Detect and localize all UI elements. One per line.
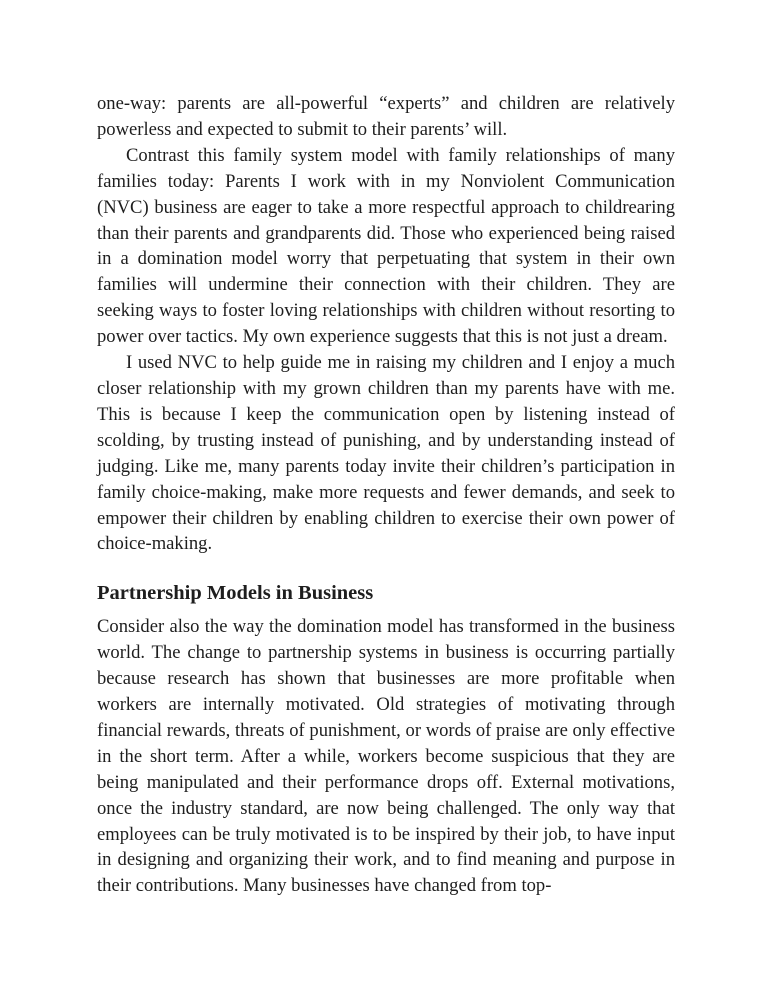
paragraph-continued: one-way: parents are all-powerful “experts” and children are relatively powerless and expected to submit to their parents’ will. — [97, 93, 675, 140]
document-page — [97, 91, 675, 899]
paragraph-business: Consider also the way the domination model has transformed in the business world. The change to partnership systems in business is occurring partially because research has shown that businesses are more profitable when workers are internally motivated. Old strategies of motivating through financial rewards, threats of punishment, or words of praise are only effective in the short term. After a while, workers become suspicious that they are being manipulated and their performance drops off. External motivations, once the industry standard, are now being challenged. The only way that employees can be truly motivated is to be inspired by their job, to have input in designing and organizing their work, and to find meaning and purpose in their contributions. Many businesses have changed from top- — [97, 616, 675, 897]
paragraph-nvc-parenting: I used NVC to help guide me in raising my children and I enjoy a much closer relationship with my grown children than my parents have with me. This is because I keep the communication open by listening instead of scolding, by trusting instead of punishing, and by understanding instead of judging. Like me, many parents today invite their children’s participation in family choice-making, make more requests and fewer demands, and seek to empower their children by enabling children to exercise their own power of choice-making. — [97, 352, 675, 555]
paragraph-family-system: Contrast this family system model with family relationships of many families today: Parents I work with in my Nonviolent Communication (NVC) business are eager to take a more respectful approach to childrearing than their parents and grandparents did. Those who experienced being raised in a domination model worry that perpetuating that system in their own families will undermine their connection with their children. They are seeking ways to foster loving relationships with children without resorting to power over tactics. My own experience suggests that this is not just a dream. — [97, 144, 675, 348]
section-heading: Partnership Models in Business — [97, 582, 374, 605]
